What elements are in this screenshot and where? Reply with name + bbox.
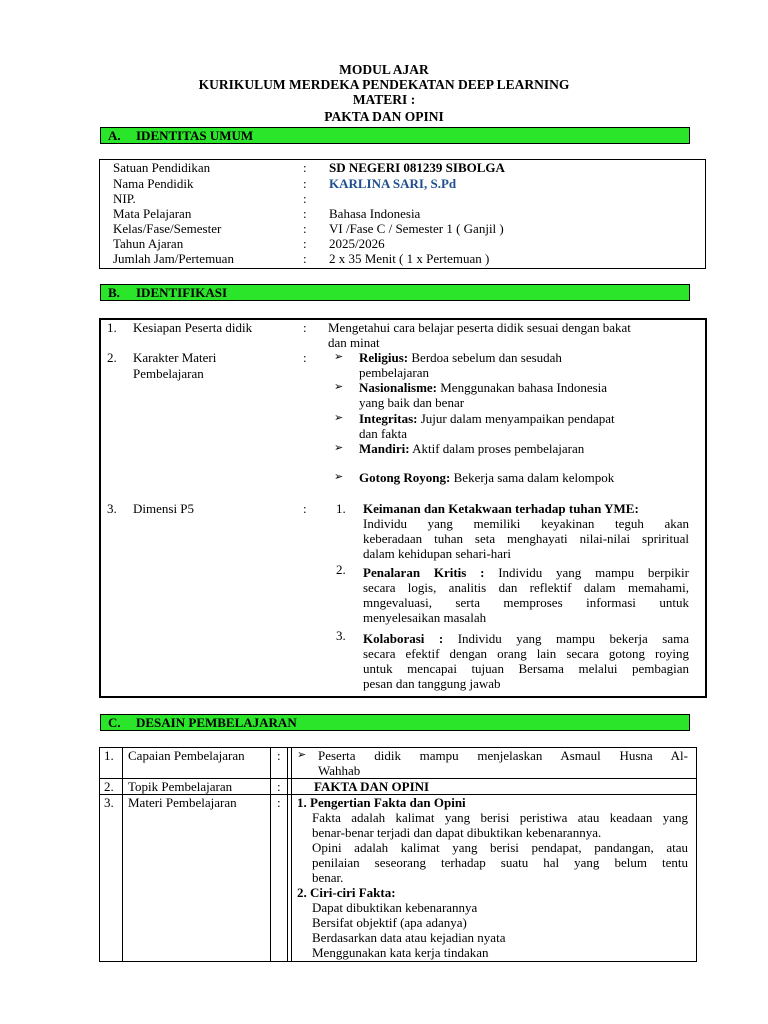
design-row-number: 3. [104,795,114,810]
design-row-label: Materi Pembelajaran [128,795,237,810]
ident-item-label: Karakter Materi [133,350,217,365]
identity-label: Mata Pelajaran [113,206,192,221]
section-a-number: A. [108,128,121,143]
ciri-item: Dapat dibuktikan kebenarannya [312,900,478,915]
identity-label: Jumlah Jam/Pertemuan [113,251,234,266]
identity-label: Nama Pendidik [113,176,194,191]
materi-heading: 2. Ciri-ciri Fakta: [297,885,396,900]
dimensi-title: Kolaborasi : Individu yang mampu bekerja sama [363,631,689,646]
doc-title: MODUL AJAR [339,62,429,77]
ident-item-label: Kesiapan Peserta didik [133,320,253,335]
doc-subtitle: KURIKULUM MERDEKA PENDEKATAN DEEP LEARNING [198,77,570,92]
grid-line [270,747,271,961]
dimensi-text: untuk mencapai tujuan Bersama melalui pembagian [363,661,689,676]
design-row-label: Capaian Pembelajaran [128,748,245,763]
materi-text: Opini adalah kalimat yang berisi pendapat, pandangan, atau [312,840,688,855]
ident-item-colon: : [303,350,307,365]
section-c-title: DESAIN PEMBELAJARAN [136,715,297,730]
section-b-title: IDENTIFIKASI [136,285,228,300]
capaian-text: Peserta didik mampu menjelaskan Asmaul Husna Al- [318,748,688,763]
ident-item-text: Mengetahui cara belajar peserta didik sesuai dengan bakat [328,320,631,335]
dimensi-text: pesan dan tanggung jawab [363,676,501,691]
dimensi-text: secara efektif dengan orang lain secara gotong roying [363,646,689,661]
bullet-arrow-icon: ➢ [334,412,344,424]
identity-colon: : [303,206,307,221]
dimensi-number: 2. [336,562,346,577]
karakter-item: Nasionalisme: Menggunakan bahasa Indonesia [359,380,608,395]
ident-item-number: 1. [107,320,117,335]
karakter-item-cont: yang baik dan benar [359,395,465,410]
identity-value: VI /Fase C / Semester 1 ( Ganjil ) [329,221,504,236]
ident-item-colon: : [303,320,307,335]
dimensi-text: dalam kehidupan sehari-hari [363,546,511,561]
materi-heading: 1. Pengertian Fakta dan Opini [297,795,466,810]
doc-materi-title: PAKTA DAN OPINI [324,109,444,124]
design-row-colon: : [277,779,281,794]
karakter-item: Mandiri: Aktif dalam proses pembelajaran [359,441,585,456]
identity-value: KARLINA SARI, S.Pd [329,176,457,191]
identity-label: Satuan Pendidikan [113,160,211,175]
dimensi-number: 3. [336,628,346,643]
section-a-title: IDENTITAS UMUM [136,128,254,143]
identity-value: 2025/2026 [329,236,385,251]
bullet-arrow-icon: ➢ [334,351,344,363]
materi-text: penilaian seseorang terhadap suatu hal yang belum tentu [312,855,688,870]
bullet-arrow-icon: ➢ [334,471,344,483]
identity-value: 2 x 35 Menit ( 1 x Pertemuan ) [329,251,490,266]
materi-text: Fakta adalah kalimat yang berisi peristiwa atau keadaan yang [312,810,688,825]
grid-line [287,747,288,961]
dimensi-text: secara logis, analitis dan reflektif dalam memahami, [363,580,689,595]
dimensi-text: menyelesaikan masalah [363,610,487,625]
karakter-item-cont: dan fakta [359,426,408,441]
identity-colon: : [303,191,307,206]
ident-item-colon: : [303,501,307,516]
grid-line [291,747,292,961]
ident-item-number: 2. [107,350,117,365]
ciri-item: Menggunakan kata kerja tindakan [312,945,489,960]
ciri-item: Berdasarkan data atau kejadian nyata [312,930,506,945]
materi-text: benar-benar terjadi dan dapat dibuktikan kebenarannya. [312,825,602,840]
section-b-header [100,284,690,301]
design-row-number: 1. [104,748,114,763]
ciri-item: Bersifat objektif (apa adanya) [312,915,467,930]
section-c-header [100,714,690,731]
dimensi-text: keberadaan tuhan seta menghayati nilai-nilai spriritual [363,531,689,546]
bullet-arrow-icon: ➢ [334,442,344,454]
ident-item-label: Pembelajaran [133,366,204,381]
identity-colon: : [303,160,307,175]
doc-materi-label: MATERI : [352,92,416,107]
dimensi-text: Individu yang memiliki keyakinan teguh akan [363,516,689,531]
section-b-number: B. [108,285,120,300]
design-row-label: Topik Pembelajaran [128,779,233,794]
karakter-item: Integritas: Jujur dalam menyampaikan pendapat [359,411,615,426]
topik-value: FAKTA DAN OPINI [314,779,430,794]
ident-item-text: dan minat [328,335,380,350]
dimensi-title: Penalaran Kritis : Individu yang mampu berpikir [363,565,689,580]
karakter-item: Gotong Royong: Bekerja sama dalam kelompok [359,470,615,485]
materi-text: benar. [312,870,344,885]
section-c-number: C. [108,715,121,730]
dimensi-text: mngevaluasi, serta memproses informasi untuk [363,595,689,610]
identity-value: Bahasa Indonesia [329,206,421,221]
identity-colon: : [303,236,307,251]
design-row-colon: : [277,795,281,810]
identity-colon: : [303,251,307,266]
dimensi-title: Keimanan dan Ketakwaan terhadap tuhan YME: [363,501,639,516]
identity-colon: : [303,221,307,236]
section-a-header [100,127,690,144]
design-row-number: 2. [104,779,114,794]
bullet-arrow-icon: ➢ [297,749,307,761]
identity-colon: : [303,176,307,191]
identity-label: NIP. [113,191,136,206]
identity-label: Tahun Ajaran [113,236,184,251]
identity-label: Kelas/Fase/Semester [113,221,222,236]
ident-item-label: Dimensi P5 [133,501,195,516]
dimensi-number: 1. [336,501,346,516]
grid-line [122,747,123,961]
karakter-item: Religius: Berdoa sebelum dan sesudah [359,350,562,365]
design-row-colon: : [277,748,281,763]
ident-item-number: 3. [107,501,117,516]
capaian-text: Wahhab [318,763,361,778]
identity-value: SD NEGERI 081239 SIBOLGA [329,160,505,175]
karakter-item-cont: pembelajaran [359,365,430,380]
bullet-arrow-icon: ➢ [334,381,344,393]
